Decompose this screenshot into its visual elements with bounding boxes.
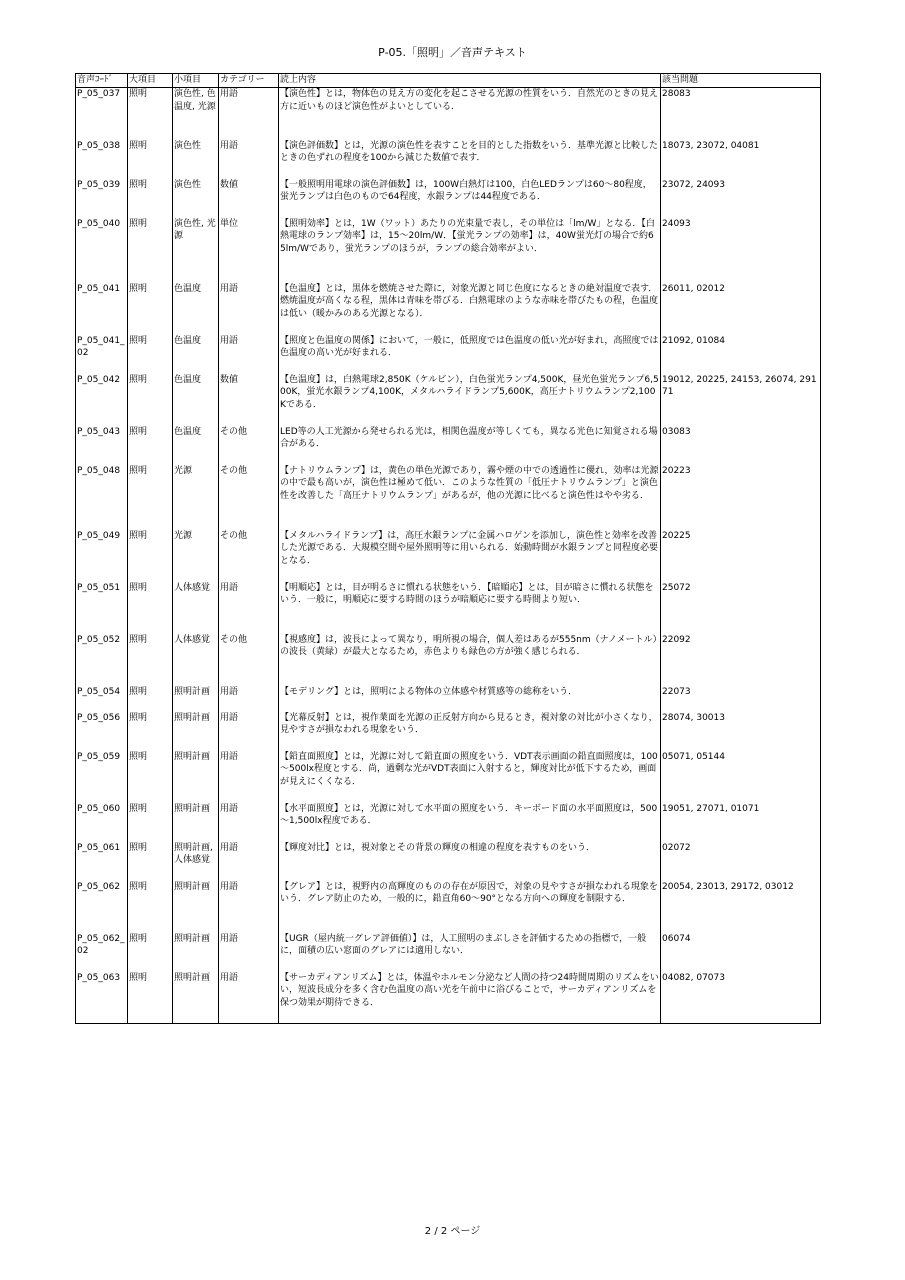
row-content: 【鉛直面照度】とは，光源に対して鉛直面の照度をいう．VDT表示画面の鉛直面照度は，100～500lx程度とする．尚，過剰な光がVDT表面に入射すると，輝度対比が低下するため，画面が見えにくくなる． — [279, 751, 661, 803]
row-content: 【照明効率】とは，1W（ワット）あたりの光束量で表し，その単位は「lm/W」となる．【白熱電球のランプ効率】は，15～20lm/W．【蛍光ランプの効率】は，40W蛍光灯の場合で約65lm/Wであり，蛍光ランプのほうが，ランプの総合効率がよい． — [279, 218, 661, 283]
row-problems: 28074, 30013 — [661, 712, 821, 751]
row-category: 用語 — [219, 140, 279, 179]
table-row — [76, 335, 821, 374]
row-category: その他 — [219, 426, 279, 465]
row-content: 【グレア】とは，視野内の高輝度のものの存在が原因で，対象の見やすさが損なわれる現象をいう．グレア防止のため，一般的に，鉛直角60～90°となる方向への輝度を制限する． — [279, 881, 661, 933]
row-minor: 色温度 — [173, 426, 219, 465]
row-major: 照明 — [128, 426, 173, 465]
row-major: 照明 — [128, 634, 173, 686]
row-code: P_05_056 — [76, 712, 128, 751]
header-code: 音声ｺｰﾄﾞ — [76, 74, 128, 88]
row-category: その他 — [219, 530, 279, 582]
text-table — [75, 73, 821, 1024]
table-row — [76, 803, 821, 842]
table-row — [76, 374, 821, 426]
row-problems: 04082, 07073 — [661, 972, 821, 1024]
row-major: 照明 — [128, 881, 173, 933]
row-content: 【色温度】とは，黒体を燃焼させた際に，対象光源と同じ色度になるときの絶対温度で表す．燃焼温度が高くなる程，黒体は青味を帯びる．白熱電球のような赤味を帯びたもの程，色温度は低い（暖かみのある光源となる）． — [279, 283, 661, 335]
row-problems: 24093 — [661, 218, 821, 283]
row-code: P_05_062_02 — [76, 933, 128, 972]
row-major: 照明 — [128, 140, 173, 179]
row-problems: 20223 — [661, 465, 821, 530]
row-major: 照明 — [128, 335, 173, 374]
row-category: 用語 — [219, 881, 279, 933]
row-major: 照明 — [128, 374, 173, 426]
row-code: P_05_061 — [76, 842, 128, 881]
row-content: 【サーカディアンリズム】とは，体温やホルモン分泌など人間の持つ24時間周期のリズムをいい，短波長成分を多く含む色温度の高い光を午前中に浴びることで，サーカディアンリズムを保つ効果が期待できる． — [279, 972, 661, 1024]
row-code: P_05_048 — [76, 465, 128, 530]
row-content: 【ナトリウムランプ】は，黄色の単色光源であり，霧や煙の中での透過性に優れ，効率は光源の中で最も高いが，演色性は極めて低い．このような性質の「低圧ナトリウムランプ」と演色性を改善した「高圧ナトリウムランプ」があるが，他の光源に比べると演色性はやや劣る． — [279, 465, 661, 530]
row-minor: 照明計画 — [173, 881, 219, 933]
row-major: 照明 — [128, 751, 173, 803]
row-minor: 人体感覚 — [173, 582, 219, 634]
row-code: P_05_040 — [76, 218, 128, 283]
row-category: 用語 — [219, 283, 279, 335]
row-major: 照明 — [128, 933, 173, 972]
row-minor: 照明計画 — [173, 712, 219, 751]
header-content: 読上内容 — [279, 74, 661, 88]
row-minor: 照明計画, 人体感覚 — [173, 842, 219, 881]
header-minor: 小項目 — [173, 74, 219, 88]
row-code: P_05_054 — [76, 686, 128, 712]
row-content: 【一般照明用電球の演色評価数】は，100W白熱灯は100，白色LEDランプは60～80程度，蛍光ランプは白色のもので64程度，水銀ランプは44程度である． — [279, 179, 661, 218]
header-major: 大項目 — [128, 74, 173, 88]
row-category: 用語 — [219, 88, 279, 140]
row-minor: 色温度 — [173, 335, 219, 374]
row-problems: 28083 — [661, 88, 821, 140]
row-problems: 05071, 05144 — [661, 751, 821, 803]
row-major: 照明 — [128, 218, 173, 283]
row-minor: 光源 — [173, 465, 219, 530]
table-row — [76, 218, 821, 283]
row-major: 照明 — [128, 582, 173, 634]
row-minor: 人体感覚 — [173, 634, 219, 686]
row-major: 照明 — [128, 712, 173, 751]
table-row — [76, 582, 821, 634]
row-problems: 26011, 02012 — [661, 283, 821, 335]
row-major: 照明 — [128, 530, 173, 582]
row-code: P_05_037 — [76, 88, 128, 140]
row-minor: 色温度 — [173, 374, 219, 426]
row-content: 【モデリング】とは，照明による物体の立体感や材質感等の総称をいう． — [279, 686, 661, 712]
row-content: 【輝度対比】とは，視対象とその背景の輝度の相違の程度を表すものをいう． — [279, 842, 661, 881]
row-minor: 光源 — [173, 530, 219, 582]
table-row — [76, 426, 821, 465]
row-code: P_05_043 — [76, 426, 128, 465]
row-code: P_05_041 — [76, 283, 128, 335]
row-content: 【明順応】とは，目が明るさに慣れる状態をいう．【暗順応】とは，目が暗さに慣れる状態をいう．一般に，明順応に要する時間のほうが暗順応に要する時間より短い． — [279, 582, 661, 634]
row-minor: 照明計画 — [173, 972, 219, 1024]
row-major: 照明 — [128, 803, 173, 842]
header-problems: 該当問題 — [661, 74, 821, 88]
row-content: 【水平面照度】とは，光源に対して水平面の照度をいう．キーボード面の水平面照度は，500～1,500lx程度である． — [279, 803, 661, 842]
row-minor: 演色性, 色温度, 光源 — [173, 88, 219, 140]
table-header-row — [76, 74, 821, 88]
row-category: 用語 — [219, 712, 279, 751]
row-category: 用語 — [219, 842, 279, 881]
table-row — [76, 88, 821, 140]
row-code: P_05_049 — [76, 530, 128, 582]
row-category: 数値 — [219, 179, 279, 218]
table-row — [76, 751, 821, 803]
header-category: カテゴリー — [219, 74, 279, 88]
row-minor: 色温度 — [173, 283, 219, 335]
row-problems: 21092, 01084 — [661, 335, 821, 374]
table-row — [76, 465, 821, 530]
row-content: 【照度と色温度の関係】において，一般に，低照度では色温度の低い光が好まれ，高照度では色温度の高い光が好まれる． — [279, 335, 661, 374]
table-row — [76, 972, 821, 1024]
row-code: P_05_052 — [76, 634, 128, 686]
table-row — [76, 179, 821, 218]
row-category: 用語 — [219, 582, 279, 634]
row-category: 用語 — [219, 972, 279, 1024]
row-major: 照明 — [128, 972, 173, 1024]
row-content: 【光幕反射】とは，視作業面を光源の正反射方向から見るとき，視対象の対比が小さくなり，見やすさが損なわれる現象をいう． — [279, 712, 661, 751]
row-code: P_05_059 — [76, 751, 128, 803]
row-code: P_05_038 — [76, 140, 128, 179]
row-content: 【UGR（屋内統一グレア評価値）】は，人工照明のまぶしさを評価するための指標で，一般に，面積の広い窓面のグレアには適用しない． — [279, 933, 661, 972]
table-row — [76, 881, 821, 933]
row-code: P_05_062 — [76, 881, 128, 933]
row-major: 照明 — [128, 88, 173, 140]
row-category: 数値 — [219, 374, 279, 426]
row-major: 照明 — [128, 686, 173, 712]
row-minor: 照明計画 — [173, 686, 219, 712]
row-content: 【演色評価数】とは，光源の演色性を表すことを目的とした指数をいう．基準光源と比較したときの色ずれの程度を100から減じた数値で表す． — [279, 140, 661, 179]
row-category: その他 — [219, 465, 279, 530]
row-problems: 18073, 23072, 04081 — [661, 140, 821, 179]
row-code: P_05_039 — [76, 179, 128, 218]
table-row — [76, 140, 821, 179]
row-category: 用語 — [219, 686, 279, 712]
table-row — [76, 686, 821, 712]
row-problems: 25072 — [661, 582, 821, 634]
row-content: 【演色性】とは，物体色の見え方の変化を起こさせる光源の性質をいう．自然光のときの見え方に近いものほど演色性がよいとしている． — [279, 88, 661, 140]
table-row — [76, 933, 821, 972]
table-row — [76, 283, 821, 335]
row-problems: 22073 — [661, 686, 821, 712]
row-problems: 20054, 23013, 29172, 03012 — [661, 881, 821, 933]
row-problems: 06074 — [661, 933, 821, 972]
row-code: P_05_063 — [76, 972, 128, 1024]
row-major: 照明 — [128, 465, 173, 530]
row-category: 単位 — [219, 218, 279, 283]
row-problems: 02072 — [661, 842, 821, 881]
row-minor: 照明計画 — [173, 803, 219, 842]
row-category: 用語 — [219, 933, 279, 972]
row-code: P_05_051 — [76, 582, 128, 634]
row-category: その他 — [219, 634, 279, 686]
row-code: P_05_042 — [76, 374, 128, 426]
table-row — [76, 530, 821, 582]
row-category: 用語 — [219, 803, 279, 842]
row-problems: 22092 — [661, 634, 821, 686]
page-number: 2 / 2 ページ — [424, 1226, 481, 1237]
page-title: P-05.「照明」／音声テキスト — [378, 46, 527, 59]
row-major: 照明 — [128, 283, 173, 335]
row-content: LED等の人工光源から発せられる光は，相関色温度が等しくても，異なる光色に知覚される場合がある． — [279, 426, 661, 465]
row-problems: 19051, 27071, 01071 — [661, 803, 821, 842]
row-content: 【色温度】は，白熱電球2,850K（ケルビン），白色蛍光ランプ4,500K，昼光色蛍光ランプ6,500K，蛍光水銀ランプ4,100K，メタルハライドランプ5,600K，高圧ナトリウムランプ2,100Kである． — [279, 374, 661, 426]
row-problems: 03083 — [661, 426, 821, 465]
table-row — [76, 842, 821, 881]
row-problems: 19012, 20225, 24153, 26074, 29171 — [661, 374, 821, 426]
row-content: 【メタルハライドランプ】は，高圧水銀ランプに金属ハロゲンを添加し，演色性と効率を改善した光源である．大規模空間や屋外照明等に用いられる．始動時間が水銀ランプと同程度必要となる． — [279, 530, 661, 582]
row-minor: 照明計画 — [173, 933, 219, 972]
table-row — [76, 634, 821, 686]
row-problems: 23072, 24093 — [661, 179, 821, 218]
row-minor: 照明計画 — [173, 751, 219, 803]
row-category: 用語 — [219, 335, 279, 374]
row-code: P_05_041_02 — [76, 335, 128, 374]
row-code: P_05_060 — [76, 803, 128, 842]
row-minor: 演色性 — [173, 140, 219, 179]
row-content: 【視感度】は，波長によって異なり，明所視の場合，個人差はあるが555nm（ナノメートル）の波長（黄緑）が最大となるため，赤色よりも緑色の方が強く感じられる． — [279, 634, 661, 686]
row-minor: 演色性, 光源 — [173, 218, 219, 283]
row-problems: 20225 — [661, 530, 821, 582]
row-minor: 演色性 — [173, 179, 219, 218]
table-row — [76, 712, 821, 751]
row-major: 照明 — [128, 179, 173, 218]
row-category: 用語 — [219, 751, 279, 803]
row-major: 照明 — [128, 842, 173, 881]
